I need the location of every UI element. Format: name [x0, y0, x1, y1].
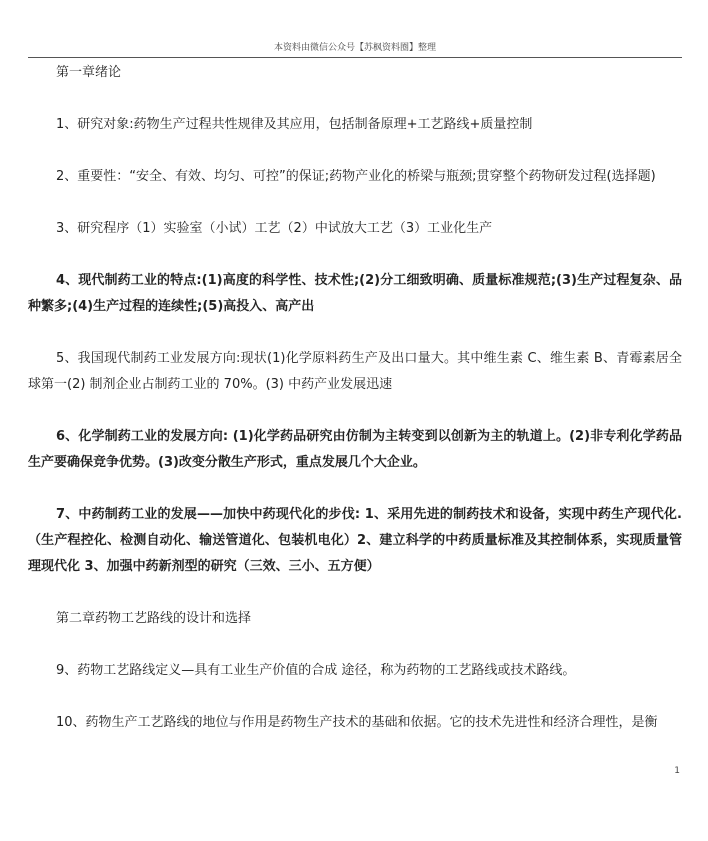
paragraph-4: 4、现代制药工业的特点:(1)高度的科学性、技术性;(2)分工细致明确、质量标准规范;(3)生产过程复杂、品种繁多;(4)生产过程的连续性;(5)高投入、高产出 [28, 273, 682, 314]
paragraph-10: 10、药物生产工艺路线的地位与作用是药物生产技术的基础和依据。它的技术先进性和经济合理性，是衡 [56, 715, 658, 730]
paragraph-1: 1、研究对象:药物生产过程共性规律及其应用，包括制备原理+工艺路线+质量控制 [56, 117, 533, 132]
paragraph-3: 3、研究程序（1）实验室（小试）工艺（2）中试放大工艺（3）工业化生产 [56, 221, 493, 236]
page-number: 1 [674, 766, 680, 776]
page-header: 本资料由微信公众号【苏枫资料圈】整理 [28, 40, 682, 58]
paragraph-2: 2、重要性：“安全、有效、均匀、可控”的保证;药物产业化的桥梁与瓶颈;贯穿整个药物研发过程(选择题) [56, 169, 656, 184]
chapter-2-title: 第二章药物工艺路线的设计和选择 [56, 611, 252, 626]
paragraph-9: 9、药物工艺路线定义—具有工业生产价值的合成 途径，称为药物的工艺路线或技术路线。 [56, 663, 576, 678]
document-body [28, 60, 682, 736]
paragraph-5: 5、我国现代制药工业发展方向:现状(1)化学原料药生产及出口量大。其中维生素 C、维生素 B、青霉素居全球第一(2) 制剂企业占制药工业的 70%。(3) 中药产业发展迅速 [28, 351, 682, 392]
paragraph-7: 7、中药制药工业的发展——加快中药现代化的步伐: 1、采用先进的制药技术和设备，实现中药生产现代化.（生产程控化、检测自动化、输送管道化、包装机电化）2、建立科学的中药质量标准及其控制体系，实现质量管理现代化 3、加强中药新剂型的研究（三效、三小、五方便） [28, 507, 682, 574]
paragraph-6: 6、化学制药工业的发展方向: (1)化学药品研究由仿制为主转变到以创新为主的轨道上。(2)非专利化学药品生产要确保竞争优势。(3)改变分散生产形式，重点发展几个大企业。 [28, 429, 682, 470]
chapter-1-title: 第一章绪论 [56, 65, 122, 80]
